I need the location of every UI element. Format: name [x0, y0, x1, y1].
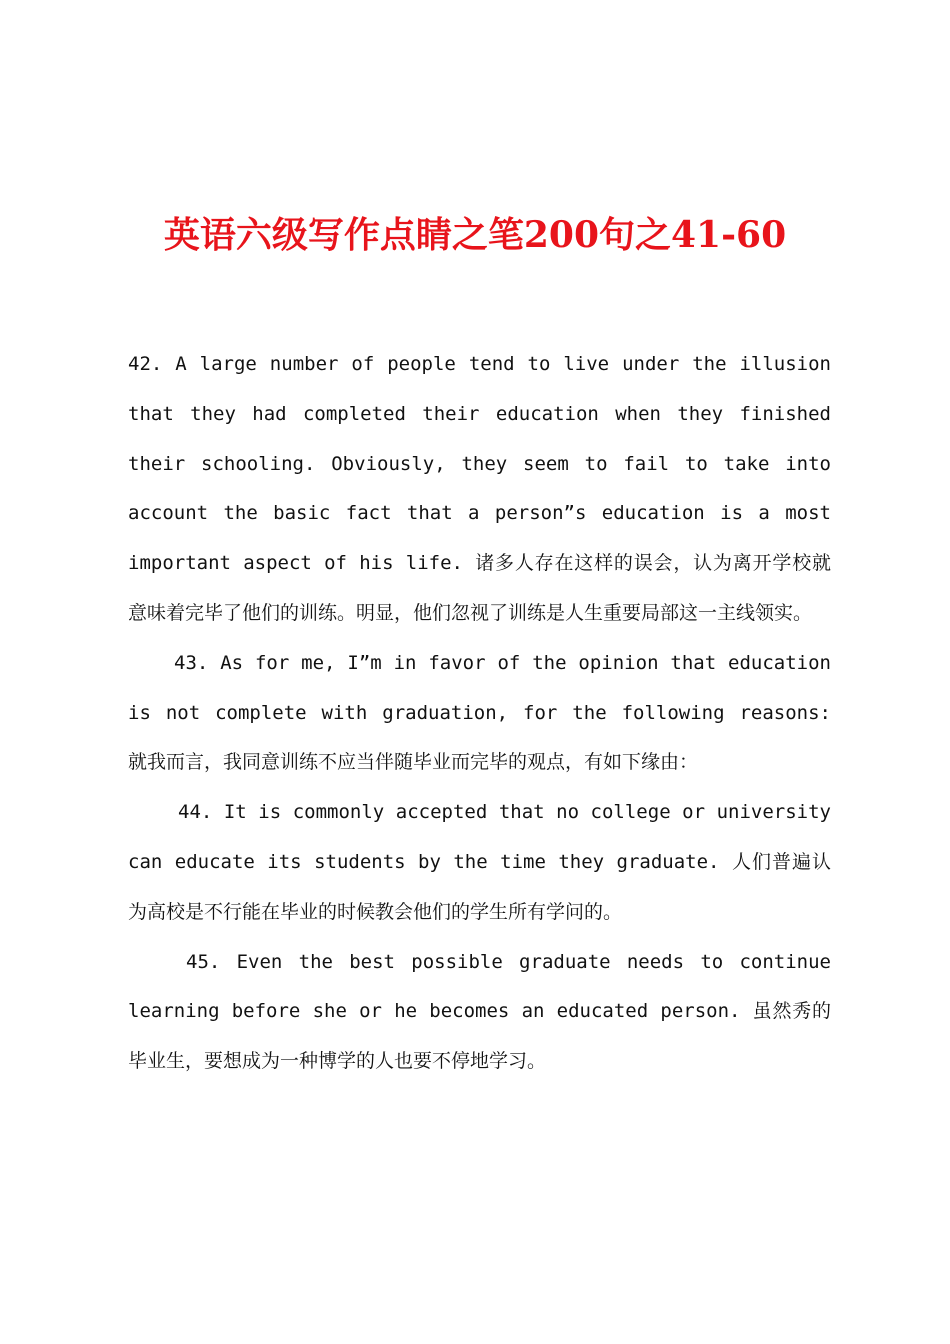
paragraph-44: 44. It is commonly accepted that no college or university can educate its students by the time they graduate. 人们普遍认为高校是不行能在毕业的时候教会他们的学生所有学问的。: [128, 801, 831, 923]
paragraph-45: 45. Even the best possible graduate needs to continue learning before she or he becomes an educated person. 虽然秀的毕业生，要想成为一种博学的人也要不停地学习。: [128, 950, 831, 1073]
paragraph-43: 43. As for me, I”m in favor of the opinion that education is not complete with graduation, for the following reasons: 就我而言，我同意训练不应当伴随毕业而完毕的观点，有如下缘由：: [128, 651, 831, 774]
paragraph-42: 42. A large number of people tend to live under the illusion that they had completed their education when they finished their schooling. Obviously, they seem to fail to take into account the basic fact that a person”s education is a most important aspect of his life. 诸多人存在这样的误会，认为离开学校就意味着完毕了他们的训练。明显，他们忽视了训练是人生重要局部这一主线领实。: [128, 353, 831, 624]
document-title: 英语六级写作点睛之笔200句之41-60: [163, 214, 787, 256]
document-body: [128, 340, 831, 1087]
